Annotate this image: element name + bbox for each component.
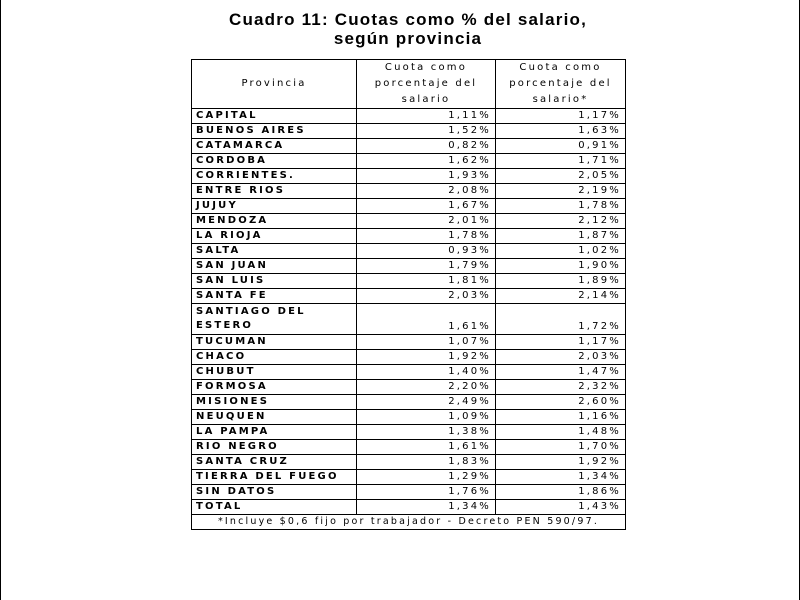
table-row <box>192 124 626 139</box>
cell-provincia: ENTRE RIOS <box>192 184 357 199</box>
cell-cuota: 1,62% <box>357 154 496 169</box>
cell-cuota-star: 1,86% <box>496 485 626 500</box>
cell-cuota-star: 1,92% <box>496 455 626 470</box>
header-cuota-line-1: Cuota como <box>384 62 468 73</box>
cell-provincia: FORMOSA <box>192 380 357 395</box>
cell-provincia: LA RIOJA <box>192 229 357 244</box>
cell-cuota: 1,61% <box>357 304 496 335</box>
cell-provincia: SANTA FE <box>192 289 357 304</box>
cell-cuota: 1,29% <box>357 470 496 485</box>
cell-cuota: 1,61% <box>357 440 496 455</box>
cell-cuota-star: 1,43% <box>496 500 626 515</box>
table-row <box>192 244 626 259</box>
cell-cuota-star: 2,32% <box>496 380 626 395</box>
table-row <box>192 485 626 500</box>
footnote-row <box>192 515 626 530</box>
cell-cuota: 1,83% <box>357 455 496 470</box>
cell-cuota: 1,76% <box>357 485 496 500</box>
table-row <box>192 410 626 425</box>
cell-cuota-star: 1,48% <box>496 425 626 440</box>
cell-provincia: CAPITAL <box>192 109 357 124</box>
cell-cuota: 1,81% <box>357 274 496 289</box>
cell-cuota: 1,07% <box>357 335 496 350</box>
cell-provincia: RIO NEGRO <box>192 440 357 455</box>
cell-provincia: TUCUMAN <box>192 335 357 350</box>
cell-cuota: 1,79% <box>357 259 496 274</box>
table-row <box>192 154 626 169</box>
cell-cuota-star: 1,17% <box>496 109 626 124</box>
cell-cuota-star: 2,05% <box>496 169 626 184</box>
cell-cuota: 1,38% <box>357 425 496 440</box>
cell-provincia: BUENOS AIRES <box>192 124 357 139</box>
cell-cuota: 1,34% <box>357 500 496 515</box>
cell-cuota-star: 2,60% <box>496 395 626 410</box>
cell-cuota: 2,03% <box>357 289 496 304</box>
title-line-1: Cuadro 11: Cuotas como % del salario, <box>228 10 588 29</box>
cell-provincia: MISIONES <box>192 395 357 410</box>
header-cuota <box>357 60 496 109</box>
cell-cuota-star: 1,87% <box>496 229 626 244</box>
cell-provincia: CHUBUT <box>192 365 357 380</box>
cell-cuota-star: 1,63% <box>496 124 626 139</box>
table-row <box>192 365 626 380</box>
table-row <box>192 395 626 410</box>
title-line-2: según provincia <box>333 29 483 48</box>
cell-cuota: 1,92% <box>357 350 496 365</box>
table-row <box>192 229 626 244</box>
cell-provincia: SALTA <box>192 244 357 259</box>
page-title <box>191 10 625 48</box>
cell-cuota-star: 1,78% <box>496 199 626 214</box>
cell-cuota-star: 1,90% <box>496 259 626 274</box>
cell-cuota: 1,67% <box>357 199 496 214</box>
cell-cuota-star: 2,03% <box>496 350 626 365</box>
cell-provincia: NEUQUEN <box>192 410 357 425</box>
cell-cuota-star: 1,17% <box>496 335 626 350</box>
cell-cuota-star: 1,47% <box>496 365 626 380</box>
table-row <box>192 289 626 304</box>
table-row <box>192 259 626 274</box>
cell-cuota-star: 1,72% <box>496 304 626 335</box>
cell-cuota: 0,82% <box>357 139 496 154</box>
cell-provincia: TOTAL <box>192 500 357 515</box>
cell-cuota: 2,49% <box>357 395 496 410</box>
table-row <box>192 380 626 395</box>
cell-cuota-star: 1,71% <box>496 154 626 169</box>
cell-provincia: SANTA CRUZ <box>192 455 357 470</box>
table-body <box>192 109 626 515</box>
table-row <box>192 440 626 455</box>
cell-cuota: 2,01% <box>357 214 496 229</box>
table-row <box>192 214 626 229</box>
cell-provincia: SANTIAGO DEL ESTERO <box>192 304 357 335</box>
cell-cuota-star: 2,12% <box>496 214 626 229</box>
table-row <box>192 304 626 335</box>
header-provincia: Provincia <box>192 60 357 109</box>
header-cuota-star <box>496 60 626 109</box>
cell-cuota-star: 1,89% <box>496 274 626 289</box>
table-row <box>192 169 626 184</box>
cell-provincia: CORRIENTES. <box>192 169 357 184</box>
cell-provincia: SIN DATOS <box>192 485 357 500</box>
cell-cuota: 2,08% <box>357 184 496 199</box>
cell-cuota: 1,11% <box>357 109 496 124</box>
header-cuota-star-line-1: Cuota como <box>519 62 602 73</box>
cell-cuota-star: 1,70% <box>496 440 626 455</box>
cell-provincia: MENDOZA <box>192 214 357 229</box>
cell-cuota: 1,40% <box>357 365 496 380</box>
cell-cuota-star: 0,91% <box>496 139 626 154</box>
table-row <box>192 199 626 214</box>
table-row <box>192 184 626 199</box>
cell-provincia: CHACO <box>192 350 357 365</box>
cell-provincia: LA PAMPA <box>192 425 357 440</box>
cell-provincia: JUJUY <box>192 199 357 214</box>
cell-cuota: 1,78% <box>357 229 496 244</box>
cell-cuota-star: 1,34% <box>496 470 626 485</box>
cell-cuota-star: 1,16% <box>496 410 626 425</box>
table-header-row <box>192 60 626 109</box>
header-cuota-star-line-2: porcentaje del <box>509 78 612 89</box>
cell-cuota: 1,52% <box>357 124 496 139</box>
table-row <box>192 335 626 350</box>
table-row <box>192 425 626 440</box>
cell-provincia: SAN JUAN <box>192 259 357 274</box>
table-row <box>192 500 626 515</box>
table-row <box>192 109 626 124</box>
table-row <box>192 274 626 289</box>
cell-provincia: TIERRA DEL FUEGO <box>192 470 357 485</box>
table-row <box>192 139 626 154</box>
table-row <box>192 455 626 470</box>
cell-cuota-star: 2,19% <box>496 184 626 199</box>
cell-cuota: 1,09% <box>357 410 496 425</box>
cell-cuota-star: 2,14% <box>496 289 626 304</box>
cell-provincia: CORDOBA <box>192 154 357 169</box>
header-cuota-star-line-3: salario* <box>532 94 589 105</box>
header-cuota-line-2: porcentaje del <box>374 78 478 89</box>
header-cuota-line-3: salario <box>401 94 451 105</box>
cell-provincia: CATAMARCA <box>192 139 357 154</box>
table-row <box>192 470 626 485</box>
footnote: *Incluye $0,6 fijo por trabajador - Decreto PEN 590/97. <box>192 515 626 530</box>
cell-cuota: 0,93% <box>357 244 496 259</box>
cell-cuota: 1,93% <box>357 169 496 184</box>
cell-cuota-star: 1,02% <box>496 244 626 259</box>
cuotas-table <box>191 59 626 530</box>
cell-provincia: SAN LUIS <box>192 274 357 289</box>
table-row <box>192 350 626 365</box>
cell-cuota: 2,20% <box>357 380 496 395</box>
